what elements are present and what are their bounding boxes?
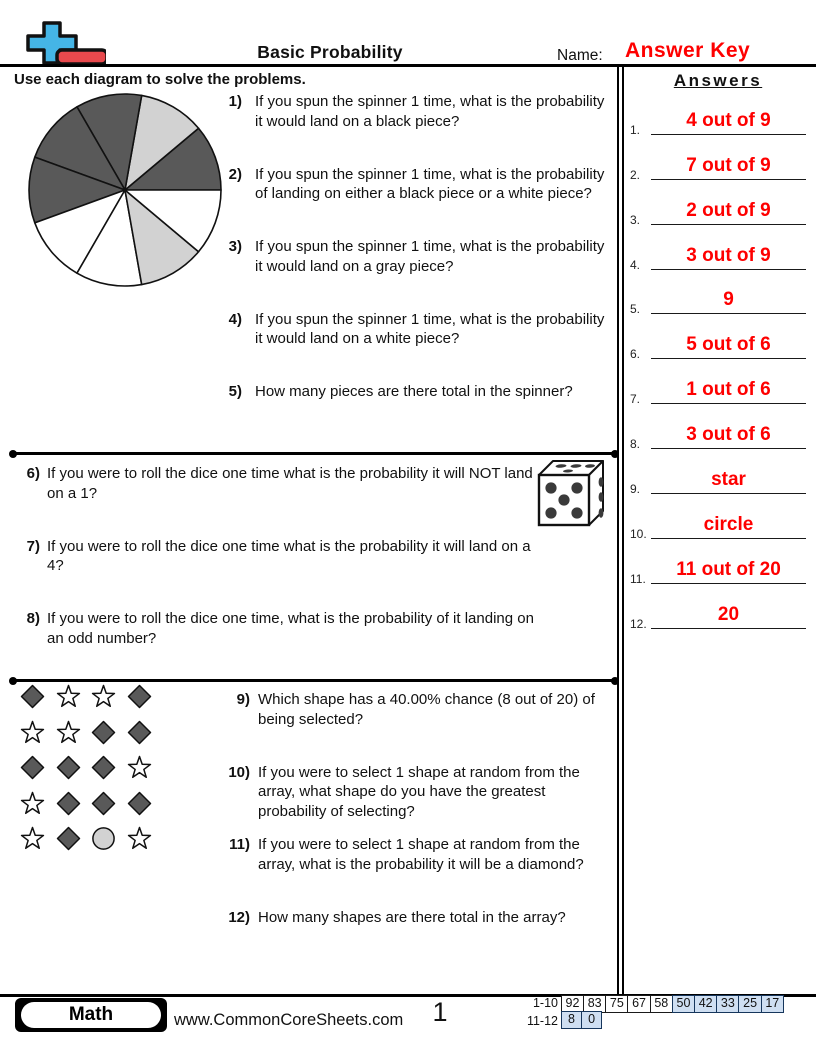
star-shape-icon (91, 684, 116, 709)
star-shape-icon (56, 720, 81, 745)
shape-array (20, 684, 162, 862)
answer-key-label: Answer Key (625, 39, 751, 62)
shapes-questions-section (212, 690, 616, 980)
answer-number: 2. (630, 167, 641, 182)
section-divider (12, 452, 616, 455)
question-text: If you were to roll the dice one time, what is the probability of it landing on an odd number? (47, 610, 534, 647)
answer-value: circle (703, 513, 754, 535)
question-text: If you spun the spinner 1 time, what is the probability it would land on a gray piece? (255, 238, 605, 275)
diamond-shape-icon (127, 720, 152, 745)
question-number: 5) (228, 383, 242, 400)
question-item (212, 382, 612, 455)
answer-item (629, 231, 809, 276)
star-shape-icon (20, 720, 45, 745)
answer-blank-line (651, 583, 806, 584)
star-shape-icon (56, 684, 81, 709)
subject-pill (21, 1002, 161, 1028)
answer-item (629, 500, 809, 545)
dice-questions-section (14, 464, 574, 682)
question-item (212, 690, 616, 763)
answers-list (629, 96, 809, 635)
answer-number: 1. (630, 122, 641, 137)
question-text: Which shape has a 40.00% chance (8 out of 20) of being selected? (258, 691, 595, 728)
answer-blank-line (651, 538, 806, 539)
diamond-shape-icon (56, 755, 81, 780)
answer-value: 3 out of 9 (686, 244, 771, 266)
answer-item (629, 455, 809, 500)
answers-heading: Answers (673, 71, 763, 90)
answer-blank-line (651, 493, 806, 494)
answer-value: 5 out of 6 (686, 334, 771, 356)
question-item (14, 537, 574, 610)
answer-value: 9 (723, 289, 734, 311)
score-cell: 0 (581, 1011, 603, 1029)
question-number: 8) (26, 610, 40, 627)
question-item (14, 464, 574, 537)
diamond-shape-icon (56, 826, 81, 851)
question-number: 7) (26, 537, 40, 555)
score-cell: 25 (738, 995, 762, 1013)
question-item (212, 835, 616, 908)
answer-blank-line (651, 403, 806, 404)
page-number: 1 (432, 997, 448, 1027)
diamond-shape-icon (56, 791, 81, 816)
answer-number: 12. (630, 616, 647, 631)
answer-value: 20 (717, 603, 740, 625)
name-label: Name: (557, 47, 603, 64)
score-cell: 42 (694, 995, 718, 1013)
score-cell: 83 (583, 995, 607, 1013)
question-item (212, 237, 612, 310)
answer-item (629, 410, 809, 455)
question-item (212, 310, 612, 383)
score-row-label: 1-10 (532, 996, 558, 1010)
question-number: 4) (228, 310, 242, 328)
star-shape-icon (127, 755, 152, 780)
section-divider (12, 679, 616, 682)
diamond-shape-icon (20, 684, 45, 709)
answer-number: 7. (630, 392, 641, 407)
question-item (212, 92, 612, 165)
answer-number: 8. (630, 437, 641, 452)
score-cell: 33 (716, 995, 740, 1013)
answer-item (629, 141, 809, 186)
score-row (516, 995, 784, 1013)
question-number: 6) (26, 465, 40, 482)
answer-value: 11 out of 20 (676, 558, 781, 580)
question-text: If you were to roll the dice one time what is the probability it will NOT land on a 1? (47, 465, 533, 502)
subject-logo (15, 998, 167, 1032)
question-text: If you spun the spinner 1 time, what is the probability of landing on either a black piece or a white piece? (255, 165, 605, 202)
answer-number: 9. (630, 482, 641, 497)
question-number: 10) (228, 763, 250, 781)
score-cell: 17 (761, 995, 785, 1013)
answer-value: star (711, 469, 746, 491)
answer-blank-line (651, 313, 806, 314)
answer-value: 3 out of 6 (686, 424, 771, 446)
answer-item (629, 590, 809, 635)
instruction-text: Use each diagram to solve the problems. (14, 71, 306, 88)
diamond-shape-icon (127, 684, 152, 709)
answer-blank-line (651, 179, 806, 180)
question-text: If you spun the spinner 1 time, what is the probability it would land on a black piece? (255, 93, 605, 130)
answer-number: 11. (630, 571, 646, 586)
answer-blank-line (651, 269, 806, 270)
question-item (14, 609, 574, 682)
question-item (212, 165, 612, 238)
answer-value: 4 out of 9 (686, 109, 771, 131)
answer-blank-line (651, 224, 806, 225)
circle-shape-icon (91, 826, 116, 851)
diamond-shape-icon (127, 791, 152, 816)
diamond-shape-icon (91, 720, 116, 745)
diamond-shape-icon (91, 791, 116, 816)
question-number: 9) (236, 691, 250, 708)
score-row-label: 11-12 (526, 1013, 558, 1028)
subject-label: Math (68, 1004, 114, 1025)
spinner-diagram (25, 90, 225, 290)
answer-blank-line (651, 628, 806, 629)
answer-number: 3. (630, 212, 641, 227)
question-item (212, 763, 616, 836)
question-text: If you were to roll the dice one time what is the probability it will land on a 4? (47, 537, 531, 574)
answer-item (629, 96, 809, 141)
answer-blank-line (651, 358, 806, 359)
question-number: 1) (228, 93, 242, 110)
answer-number: 10. (630, 526, 647, 541)
question-text: How many pieces are there total in the spinner? (255, 383, 573, 400)
diamond-shape-icon (91, 755, 116, 780)
page-title: Basic Probability (257, 42, 403, 62)
answer-number: 5. (630, 302, 641, 317)
answer-blank-line (651, 134, 806, 135)
answer-item (629, 365, 809, 410)
answer-item (629, 320, 809, 365)
question-number: 12) (228, 908, 250, 926)
question-text: How many shapes are there total in the array? (258, 908, 566, 926)
answer-number: 6. (630, 347, 641, 362)
score-cell: 8 (561, 1011, 583, 1029)
answer-number: 4. (630, 257, 641, 272)
spinner-questions-section (212, 92, 612, 455)
score-cell: 58 (650, 995, 674, 1013)
answer-value: 2 out of 9 (686, 199, 771, 221)
question-text: If you were to select 1 shape at random from the array, what shape do you have the greatest probability of selecting? (258, 763, 580, 820)
answer-item (629, 276, 809, 321)
star-shape-icon (127, 826, 152, 851)
answers-column-separator (617, 67, 624, 994)
star-shape-icon (20, 826, 45, 851)
score-cell: 75 (605, 995, 629, 1013)
question-text: If you spun the spinner 1 time, what is the probability it would land on a white piece? (255, 310, 605, 347)
question-item (212, 908, 616, 981)
question-number: 11) (229, 836, 250, 853)
score-row (516, 1013, 784, 1031)
answer-value: 1 out of 6 (686, 379, 771, 401)
answer-item (629, 186, 809, 231)
score-table (516, 995, 784, 1030)
star-shape-icon (20, 791, 45, 816)
answer-blank-line (651, 448, 806, 449)
score-cell: 50 (672, 995, 696, 1013)
diamond-shape-icon (20, 755, 45, 780)
website-url: www.CommonCoreSheets.com (174, 1011, 404, 1029)
answer-item (629, 545, 809, 590)
question-number: 2) (228, 165, 242, 183)
score-cell: 92 (561, 995, 585, 1013)
answer-value: 7 out of 9 (686, 154, 771, 176)
header-rule (0, 64, 816, 67)
question-number: 3) (228, 238, 242, 255)
score-cell: 67 (627, 995, 651, 1013)
question-text: If you were to select 1 shape at random from the array, what is the probability it will be a diamond? (258, 836, 584, 873)
